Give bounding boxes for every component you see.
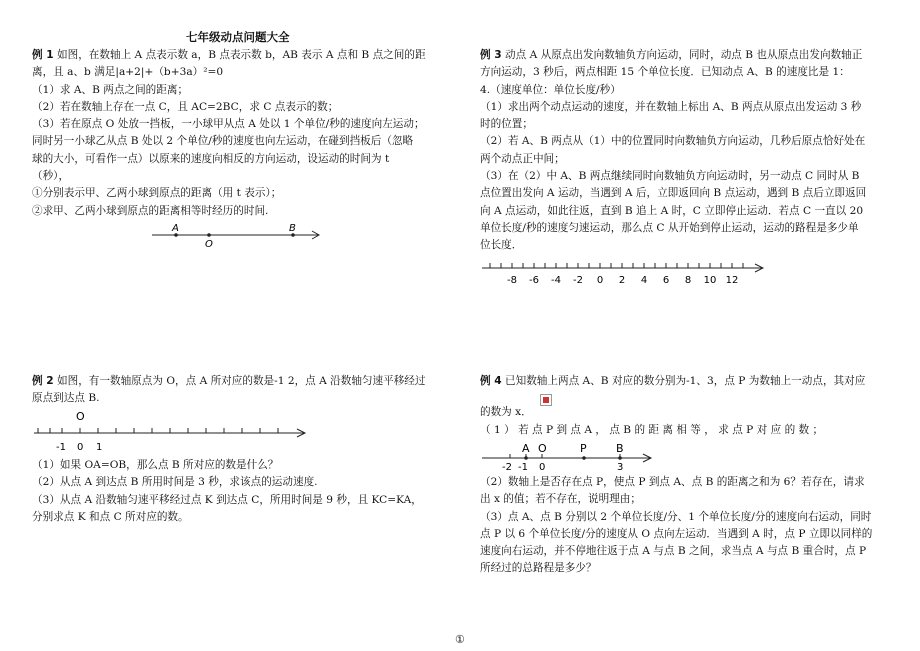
example-2-questions	[32, 457, 422, 526]
ex3-line: 时的位置；	[480, 118, 533, 131]
ex3-line: 单位长度/秒的速度匀速运动，那么点 C 从开始到停止运动，运动的路程是多少单	[480, 221, 859, 234]
ex4-label-o: O	[538, 442, 547, 455]
example-number: 例 2	[32, 375, 54, 387]
page-title: 七年级动点问题大全	[186, 30, 290, 44]
ex3-tick-label: -6	[529, 275, 539, 286]
ex4-line: 速度向右运动，并不停地往返于点 A 与点 B 之间，求当点 A 与点 B 重合时，点 P	[480, 545, 867, 558]
ex3-tick-label: -4	[551, 275, 561, 286]
example-number: 例 1	[32, 49, 54, 61]
ex1-label-a: A	[172, 223, 179, 234]
ex2-line: （1）如果 OA=OB，那么点 B 所对应的数是什么？	[32, 459, 279, 471]
ex3-line: （3）在（2）中 A、B 两点继续同时向数轴负方向运动时，另一动点 C 同时从 B	[480, 170, 860, 183]
ex1-line: 同时另一小球乙从点 B 处以 2 个单位/秒的速度也向左运动，在碰到挡板后（忽略	[32, 135, 414, 148]
ex1-line: （1）求 A、B 两点之间的距离；	[32, 83, 189, 96]
ex3-tick-label: 2	[618, 275, 626, 286]
ex1-line: ②求甲、乙两小球到原点的距离相等时经历的时间.	[32, 204, 269, 217]
ex3-tick-label: 6	[662, 275, 670, 286]
ex3-line: （2）若 A、B 两点从（1）中的位置同时向数轴负方向运动，几秒后原点恰好处在	[480, 135, 866, 148]
ex3-tick-label: 10	[703, 275, 717, 286]
ex4-line: 所经过的总路程是多少？	[480, 562, 597, 575]
ex2-line: （2）从点 A 到达点 B 所用时间是 3 秒，求该点的运动速度.	[32, 476, 318, 489]
ex3-tick-label: 8	[684, 275, 692, 286]
ex2-line: （3）从点 A 沿数轴匀速平移经过点 K 到达点 C，所用时间是 9 秒，且 KC=KA，	[32, 493, 422, 506]
ex2-line: 分别求点 K 和点 C 所对应的数。	[32, 510, 189, 523]
ex1-line: 球的大小，可看作一点）以原来的速度向相反的方向运动，设运动的时间为 t	[32, 152, 390, 165]
ex1-number-line	[148, 220, 328, 250]
ex2-line: 例 2 如图，有一数轴原点为 O，点 A 所对应的数是-1 2，点 A 沿数轴匀速平移经过	[32, 375, 426, 387]
example-4	[480, 373, 865, 439]
ex3-tick-label: -2	[573, 275, 583, 286]
ex3-tick-label: 12	[725, 275, 739, 286]
ex2-label-o: O	[76, 410, 85, 423]
ex4-label-p: P	[580, 442, 587, 455]
ex3-line: （1）求出两个动点运动的速度，并在数轴上标出 A、B 两点从原点出发运动 3 秒	[480, 100, 862, 113]
ex1-label-b: B	[289, 223, 296, 234]
ex3-line: 例 3 动点 A 从原点出发向数轴负方向运动，同时，动点 B 也从原点出发向数轴正	[480, 49, 863, 61]
ex3-tick-label: 0	[596, 275, 604, 286]
ex2-tick-label: 0	[77, 442, 84, 453]
ex3-line: 点位置出发向 A 运动，当遇到 A 后，立即返回向 B 点运动，遇到 B 点后立即返回	[480, 187, 867, 200]
ex3-line: 4.（速度单位：单位长度/秒）	[480, 83, 621, 96]
ex4-tick-label: -2	[502, 462, 512, 473]
example-3	[480, 47, 866, 255]
ex3-number-line	[480, 258, 770, 290]
ex2-tick-label: -1	[56, 442, 66, 453]
ex3-line: 两个动点正中间；	[480, 152, 565, 165]
ex4-line: （2）数轴上是否存在点 P，使点 P 到点 A、点 B 的距离之和为 6？若存在，请求	[480, 476, 865, 488]
ex2-tick-label: 1	[96, 442, 103, 453]
ex2-number-line	[32, 408, 312, 458]
ex4-line: （3）点 A、点 B 分别以 2 个单位长度/分、1 个单位长度/分的速度向右运动，同时	[480, 510, 872, 523]
ex1-line: ①分别表示甲、乙两小球到原点的距离（用 t 表示）；	[32, 187, 282, 200]
ex1-line: 例 1 如图，在数轴上 A 点表示数 a，B 点表示数 b，AB 表示 A 点和 B 点之间的距	[32, 49, 426, 61]
ex4-line: 出 x 的值；若不存在，说明理由；	[480, 493, 642, 506]
ex4-tick-label: -1	[518, 462, 528, 473]
ex4-tick-label: 0	[539, 462, 546, 473]
example-4-questions	[480, 474, 872, 578]
ex3-line: 方向运动，3 秒后，两点相距 15 个单位长度．已知动点 A、B 的速度比是 1：	[480, 66, 850, 79]
ex3-line: 位长度．	[480, 239, 523, 252]
ex4-number-line	[480, 438, 660, 474]
example-1	[32, 47, 426, 220]
page-number: ①	[455, 633, 465, 646]
example-number: 例 4	[480, 375, 502, 387]
ex4-label-a: A	[522, 442, 530, 455]
ex1-label-o: O	[205, 239, 213, 250]
ex3-tick-label: 4	[640, 275, 648, 286]
ex1-line: （秒），	[32, 170, 70, 183]
ex3-line: 向 A 点运动，如此往返，直到 B 追上 A 时，C 立即停止运动．若点 C 一直以 20	[480, 204, 864, 217]
broken-image-icon	[540, 394, 552, 406]
ex1-line: （2）若在数轴上存在一点 C，且 AC=2BC，求 C 点表示的数；	[32, 100, 339, 113]
example-number: 例 3	[480, 49, 502, 61]
ex4-line: 点 P 以 6 个单位长度/分的速度从 O 点向左运动．当遇到 A 时，点 P 立即以同样的	[480, 527, 873, 540]
ex4-tick-label: 3	[617, 462, 624, 473]
ex1-line: 离，且 a、b 满足|a+2|+（b+3a）²=0	[32, 66, 224, 79]
ex2-line: 原点到达点 B.	[32, 392, 100, 405]
ex1-line: （3）若在原点 O 处放一挡板，一小球甲从点 A 处以 1 个单位/秒的速度向左运动；	[32, 118, 425, 131]
ex4-line: 例 4 已知数轴上两点 A、B 对应的数分别为-1、3，点 P 为数轴上一动点，其对应	[480, 375, 866, 387]
ex4-line: 的数为 x．	[480, 406, 532, 419]
ex4-line: （ 1 ） 若 点 P 到 点 A ， 点 B 的 距 离 相 等 ， 求 点 P 对 应 的 数 ；	[480, 423, 824, 436]
ex4-label-b: B	[616, 442, 624, 455]
example-2	[32, 373, 426, 408]
ex3-tick-label: -8	[507, 275, 517, 286]
